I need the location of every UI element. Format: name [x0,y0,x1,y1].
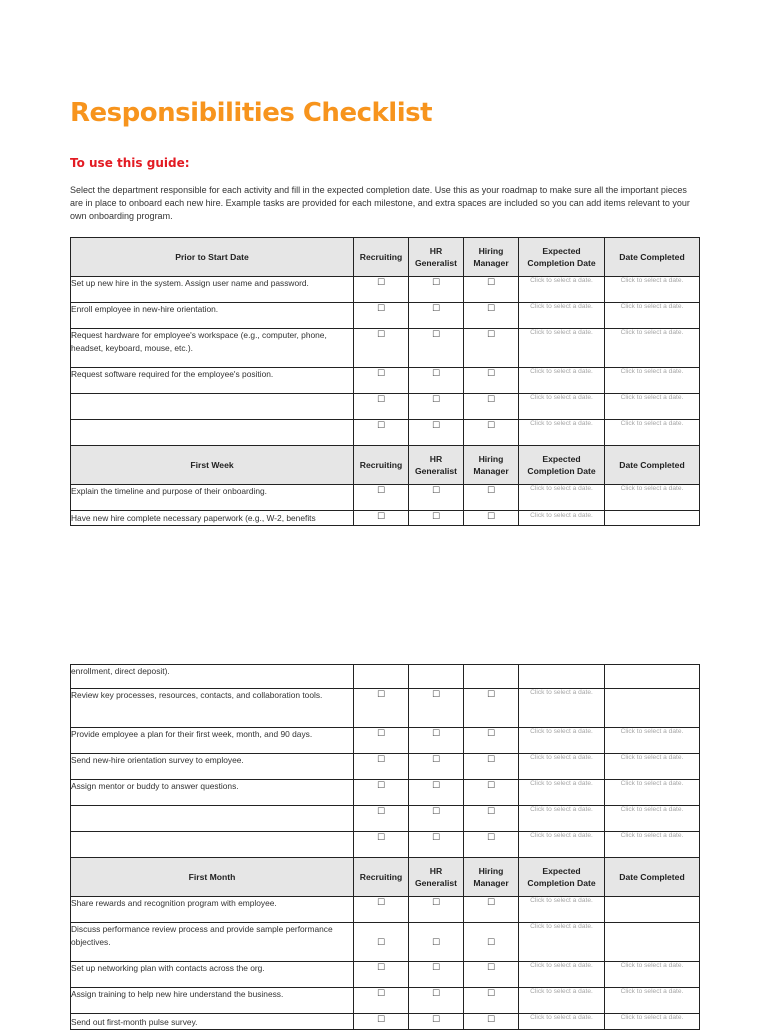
checklist-table-page-1 [70,237,700,526]
expected-date-picker[interactable]: Click to select a date. [519,1014,605,1030]
hiring-manager-checkbox[interactable]: ☐ [486,989,496,999]
task-row [71,1014,700,1030]
recruiting-checkbox[interactable]: ☐ [376,330,386,340]
column-header-expected-date: Expected Completion Date [519,858,605,897]
hr-generalist-checkbox[interactable]: ☐ [431,421,441,431]
task-row [71,329,700,368]
column-header-date-completed: Date Completed [605,238,700,277]
completed-date-picker[interactable]: Click to select a date. [605,988,700,1014]
recruiting-checkbox[interactable]: ☐ [376,369,386,379]
recruiting-checkbox[interactable]: ☐ [376,937,386,948]
expected-date-picker[interactable]: Click to select a date. [519,754,605,780]
hr-generalist-checkbox[interactable]: ☐ [431,937,441,948]
task-text: Review key processes, resources, contacts, and collaboration tools. [71,689,354,728]
task-row [71,962,700,988]
task-row [71,923,700,962]
column-header-expected-date: Expected Completion Date [519,238,605,277]
task-text[interactable] [71,394,354,420]
page-title: Responsibilities Checklist [70,98,433,128]
task-text: Set up new hire in the system. Assign user name and password. [71,277,354,303]
hiring-manager-checkbox[interactable]: ☐ [486,898,496,908]
column-header-hiring-manager: Hiring Manager [464,238,519,277]
column-header-date-completed: Date Completed [605,858,700,897]
checklist-table-page-2 [70,664,700,1030]
expected-date-picker[interactable]: Click to select a date. [519,329,605,368]
expected-date-picker[interactable]: Click to select a date. [519,277,605,303]
recruiting-checkbox[interactable]: ☐ [376,755,386,765]
hiring-manager-checkbox[interactable]: ☐ [486,833,496,843]
hr-generalist-checkbox[interactable]: ☐ [431,278,441,288]
completed-date-empty[interactable] [605,511,700,526]
column-header-date-completed: Date Completed [605,446,700,485]
section-header: First Week [71,446,354,485]
recruiting-checkbox[interactable]: ☐ [376,989,386,999]
expected-date-picker[interactable]: Click to select a date. [519,511,605,526]
hiring-manager-checkbox[interactable]: ☐ [486,1015,496,1025]
task-text: Request software required for the employee's position. [71,368,354,394]
completed-date-picker[interactable]: Click to select a date. [605,485,700,511]
task-row [71,897,700,923]
task-row [71,780,700,806]
hr-generalist-checkbox[interactable]: ☐ [431,330,441,340]
hiring-manager-checkbox[interactable]: ☐ [486,369,496,379]
hiring-manager-checkbox[interactable]: ☐ [486,690,496,700]
task-text: Discuss performance review process and provide sample performance objectives. [71,923,354,962]
recruiting-checkbox[interactable]: ☐ [376,781,386,791]
task-row-empty [71,806,700,832]
hiring-manager-checkbox[interactable]: ☐ [486,729,496,739]
guide-subtitle: To use this guide: [70,156,190,170]
column-header-hr-generalist: HR Generalist [409,446,464,485]
hiring-manager-checkbox[interactable]: ☐ [486,304,496,314]
task-row-empty [71,832,700,858]
expected-date-picker[interactable]: Click to select a date. [519,420,605,446]
hiring-manager-checkbox[interactable]: ☐ [486,421,496,431]
completed-date-picker[interactable]: Click to select a date. [605,329,700,368]
hr-generalist-checkbox[interactable]: ☐ [431,395,441,405]
column-header-hr-generalist: HR Generalist [409,858,464,897]
recruiting-checkbox[interactable]: ☐ [376,304,386,314]
completed-date-picker[interactable]: Click to select a date. [605,394,700,420]
recruiting-checkbox[interactable]: ☐ [376,512,386,522]
task-row-empty [71,420,700,446]
expected-date-picker[interactable]: Click to select a date. [519,394,605,420]
completed-date-picker[interactable]: Click to select a date. [605,780,700,806]
expected-date-picker[interactable]: Click to select a date. [519,689,605,728]
hiring-manager-checkbox[interactable]: ☐ [486,963,496,973]
completed-date-picker[interactable]: Click to select a date. [605,277,700,303]
task-row [71,277,700,303]
column-header-hiring-manager: Hiring Manager [464,446,519,485]
expected-date-picker[interactable]: Click to select a date. [519,897,605,923]
task-row-empty [71,394,700,420]
hiring-manager-checkbox[interactable]: ☐ [486,395,496,405]
expected-date-picker[interactable]: Click to select a date. [519,832,605,858]
hr-generalist-checkbox[interactable]: ☐ [431,1015,441,1025]
recruiting-checkbox[interactable]: ☐ [376,807,386,817]
completed-date-picker[interactable]: Click to select a date. [605,728,700,754]
section-header: Prior to Start Date [71,238,354,277]
expected-date-picker[interactable]: Click to select a date. [519,728,605,754]
section-header-row [71,858,700,897]
hiring-manager-checkbox[interactable]: ☐ [486,512,496,522]
expected-date-picker[interactable]: Click to select a date. [519,962,605,988]
hiring-manager-checkbox[interactable]: ☐ [486,755,496,765]
completed-date-picker[interactable]: Click to select a date. [605,1014,700,1030]
expected-date-picker[interactable]: Click to select a date. [519,806,605,832]
column-header-recruiting: Recruiting [354,858,409,897]
completed-date-picker[interactable]: Click to select a date. [605,832,700,858]
column-header-recruiting: Recruiting [354,238,409,277]
column-header-hiring-manager: Hiring Manager [464,858,519,897]
hr-generalist-checkbox[interactable]: ☐ [431,690,441,700]
hr-generalist-checkbox[interactable]: ☐ [431,369,441,379]
hr-generalist-checkbox[interactable]: ☐ [431,512,441,522]
recruiting-checkbox[interactable]: ☐ [376,395,386,405]
task-text: Share rewards and recognition program with employee. [71,897,354,923]
task-row [71,303,700,329]
completed-date-empty[interactable] [605,897,700,923]
task-row [71,485,700,511]
completed-date-empty[interactable] [605,689,700,728]
task-row [71,689,700,728]
task-row [71,754,700,780]
hr-generalist-checkbox[interactable]: ☐ [431,729,441,739]
hr-generalist-checkbox[interactable]: ☐ [431,486,441,496]
hr-generalist-checkbox[interactable]: ☐ [431,807,441,817]
task-text: Enroll employee in new-hire orientation. [71,303,354,329]
recruiting-checkbox[interactable]: ☐ [376,1015,386,1025]
task-text: Send out first-month pulse survey. [71,1014,354,1030]
expected-date-picker[interactable]: Click to select a date. [519,923,605,962]
task-text: Set up networking plan with contacts across the org. [71,962,354,988]
task-text[interactable] [71,832,354,858]
section-header-row [71,238,700,277]
completed-date-picker[interactable]: Click to select a date. [605,754,700,780]
expected-date-picker[interactable]: Click to select a date. [519,780,605,806]
hr-generalist-checkbox[interactable]: ☐ [431,898,441,908]
hr-generalist-checkbox[interactable]: ☐ [431,781,441,791]
hiring-manager-checkbox[interactable]: ☐ [486,330,496,340]
recruiting-checkbox[interactable]: ☐ [376,833,386,843]
task-text: Send new-hire orientation survey to employee. [71,754,354,780]
hiring-manager-checkbox[interactable]: ☐ [486,807,496,817]
column-header-hr-generalist: HR Generalist [409,238,464,277]
completed-date-empty[interactable] [605,923,700,962]
recruiting-checkbox[interactable]: ☐ [376,278,386,288]
column-header-expected-date: Expected Completion Date [519,446,605,485]
completed-date-picker[interactable]: Click to select a date. [605,303,700,329]
intro-paragraph: Select the department responsible for each activity and fill in the expected completion date. Use this as your roadmap to make sure all the important pieces are in place to onboard each new hire. Example tasks are provided for each milestone, and extra spaces are included so you can add items relevant to your own onboarding program. [70,185,690,221]
completed-date-picker[interactable]: Click to select a date. [605,806,700,832]
recruiting-checkbox[interactable]: ☐ [376,963,386,973]
expected-date-picker[interactable]: Click to select a date. [519,988,605,1014]
task-text[interactable] [71,420,354,446]
task-row [71,368,700,394]
expected-date-picker[interactable]: Click to select a date. [519,303,605,329]
expected-date-picker[interactable]: Click to select a date. [519,368,605,394]
task-text: Request hardware for employee's workspace (e.g., computer, phone, headset, keyboard, mouse, etc.). [71,329,354,368]
task-text: Provide employee a plan for their first week, month, and 90 days. [71,728,354,754]
task-text[interactable] [71,806,354,832]
task-text: Assign training to help new hire understand the business. [71,988,354,1014]
task-text: Explain the timeline and purpose of their onboarding. [71,485,354,511]
completed-date-picker[interactable]: Click to select a date. [605,420,700,446]
recruiting-checkbox[interactable]: ☐ [376,690,386,700]
hr-generalist-checkbox[interactable]: ☐ [431,833,441,843]
section-header-row [71,446,700,485]
hr-generalist-checkbox[interactable]: ☐ [431,304,441,314]
task-row [71,728,700,754]
hr-generalist-checkbox[interactable]: ☐ [431,963,441,973]
hiring-manager-checkbox[interactable]: ☐ [486,486,496,496]
task-row-continued [71,665,700,689]
recruiting-checkbox[interactable]: ☐ [376,898,386,908]
task-text: Assign mentor or buddy to answer questions. [71,780,354,806]
recruiting-checkbox[interactable]: ☐ [376,486,386,496]
hiring-manager-checkbox[interactable]: ☐ [486,781,496,791]
task-text: Have new hire complete necessary paperwork (e.g., W-2, benefits [71,511,354,526]
hr-generalist-checkbox[interactable]: ☐ [431,989,441,999]
task-row-split [71,511,700,526]
expected-date-picker[interactable]: Click to select a date. [519,485,605,511]
hiring-manager-checkbox[interactable]: ☐ [486,937,496,948]
recruiting-checkbox[interactable]: ☐ [376,421,386,431]
completed-date-picker[interactable]: Click to select a date. [605,368,700,394]
task-text: enrollment, direct deposit). [71,665,354,689]
task-row [71,988,700,1014]
section-header: First Month [71,858,354,897]
recruiting-checkbox[interactable]: ☐ [376,729,386,739]
column-header-recruiting: Recruiting [354,446,409,485]
completed-date-picker[interactable]: Click to select a date. [605,962,700,988]
hiring-manager-checkbox[interactable]: ☐ [486,278,496,288]
hr-generalist-checkbox[interactable]: ☐ [431,755,441,765]
